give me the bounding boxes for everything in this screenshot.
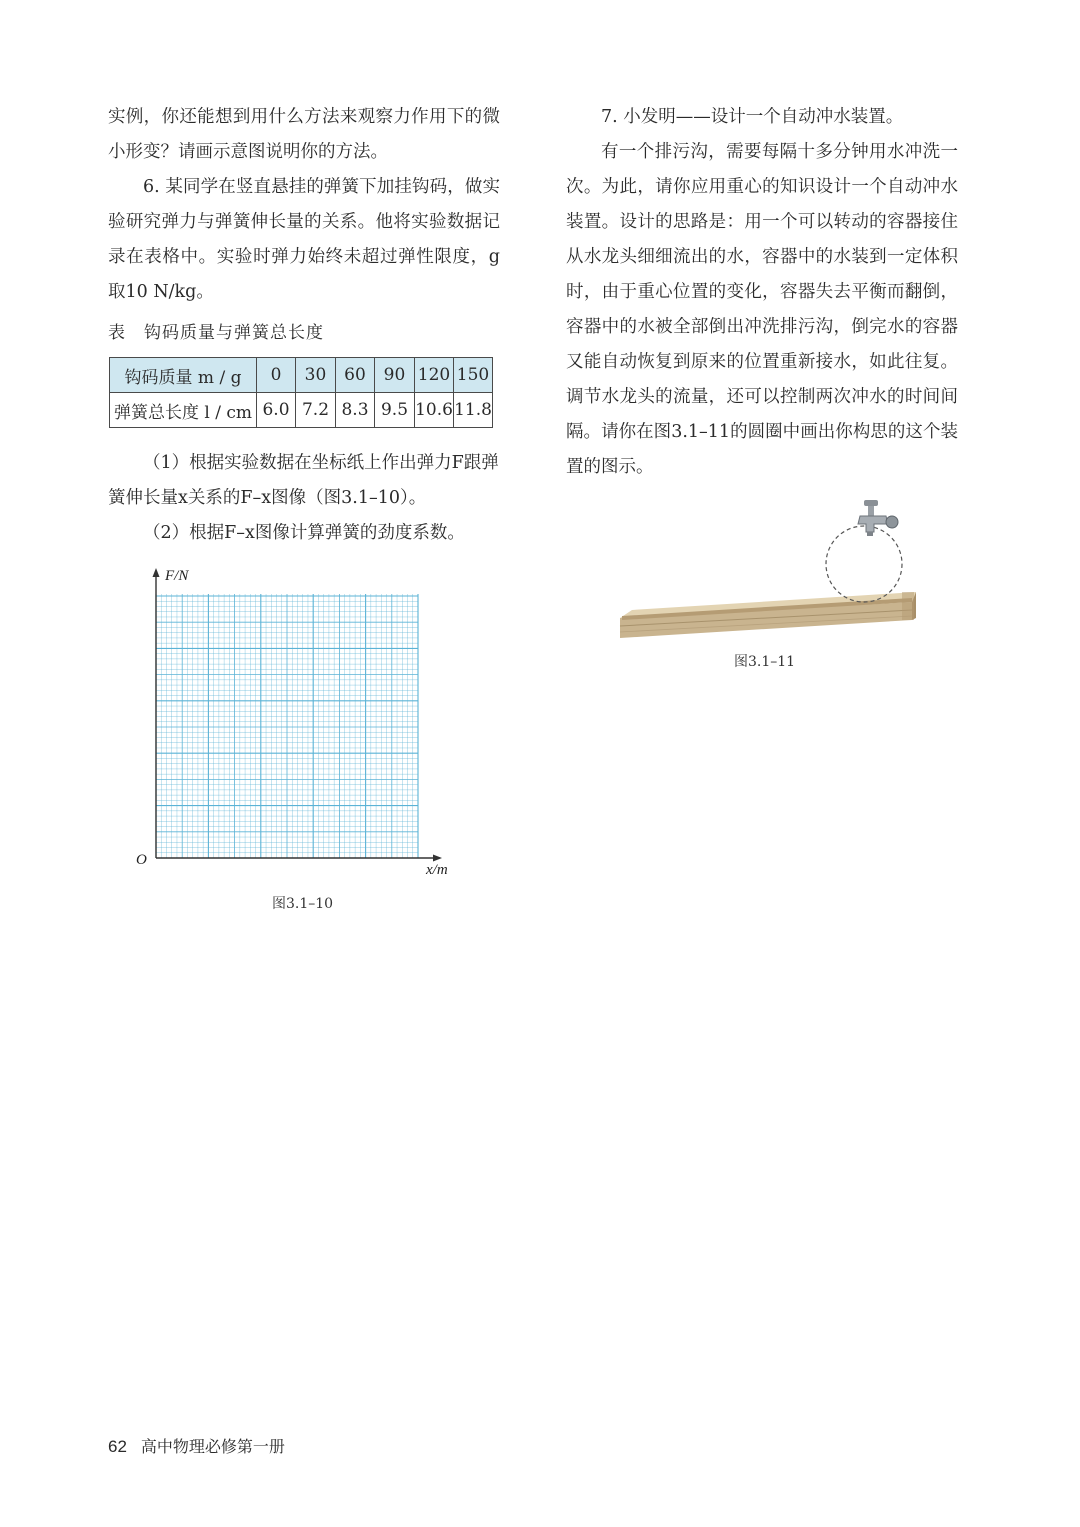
grid-major-lines: [156, 594, 418, 858]
x-axis-label: x/m: [426, 862, 448, 878]
page-footer: [108, 1434, 285, 1457]
x-axis-arrow: [433, 855, 442, 862]
table-caption: 表 钩码质量与弹簧总长度: [108, 323, 324, 343]
question-7-text: 有一个排污沟，需要每隔十多分钟用水冲洗一次。为此，请你应用重心的知识设计一个自动冲水装置。设计的思路是：用一个可以转动的容器接住从水龙头细细流出的水，容器中的水装到一定体积时，由于重心位置的变化，容器失去平衡而翻倒，容器中的水被全部倒出冲洗排污沟，倒完水的容器又能自动恢复到原来的位置重新接水，如此往复。调节水龙头的流量，还可以控制两次冲水的时间间隔。请你在图3.1–11的圆圈中画出你构思的这个装置的图示。: [566, 142, 958, 477]
question-7-title: 7. 小发明——设计一个自动冲水装置。: [601, 107, 904, 127]
right-column: [566, 100, 958, 485]
question-6-part-1: （1）根据实验数据在坐标纸上作出弹力F跟弹簧伸长量x关系的F–x图像（图3.1–10）。: [108, 453, 499, 508]
table-cell: 30: [296, 358, 336, 393]
table-cell: 60: [336, 358, 375, 393]
table-cell: 8.3: [336, 393, 375, 428]
graph-paper: [130, 562, 470, 882]
table-cell: 150: [454, 358, 493, 393]
table-header-length: 弹簧总长度 l / cm: [110, 393, 257, 428]
question-6-text: 6. 某同学在竖直悬挂的弹簧下加挂钩码，做实验研究弹力与弹簧伸长量的关系。他将实验数据记录在表格中。实验时弹力始终未超过弹性限度，g取10 N/kg。: [108, 177, 500, 302]
figure-caption-3-1-11: 图3.1–11: [734, 654, 796, 670]
y-axis-label: F/N: [165, 568, 189, 584]
table-row-mass: [110, 358, 493, 393]
origin-label: O: [136, 852, 147, 868]
faucet-icon: [858, 500, 898, 536]
table-cell: 0: [257, 358, 296, 393]
table-cell: 6.0: [257, 393, 296, 428]
table-cell: 90: [375, 358, 415, 393]
table-row-length: [110, 393, 493, 428]
table-cell: 120: [415, 358, 454, 393]
book-title: 高中物理必修第一册: [140, 1437, 285, 1456]
figure-caption-3-1-10: 图3.1–10: [272, 896, 334, 912]
paragraph-intro: 实例，你还能想到用什么方法来观察力作用下的微小形变？请画示意图说明你的方法。: [108, 107, 500, 162]
faucet-board-illustration: [612, 490, 922, 650]
data-table: [109, 357, 493, 428]
table-cell: 11.8: [454, 393, 493, 428]
table-cell: 10.6: [415, 393, 454, 428]
left-column: [108, 100, 500, 310]
page-number: 62: [108, 1437, 127, 1456]
drawing-circle: [826, 526, 902, 602]
question-6-part-2: （2）根据F–x图像计算弹簧的劲度系数。: [143, 523, 465, 543]
y-axis-arrow: [153, 568, 160, 577]
board: [620, 592, 916, 638]
table-cell: 7.2: [296, 393, 336, 428]
table-cell: 9.5: [375, 393, 415, 428]
table-header-mass: 钩码质量 m / g: [110, 358, 257, 393]
